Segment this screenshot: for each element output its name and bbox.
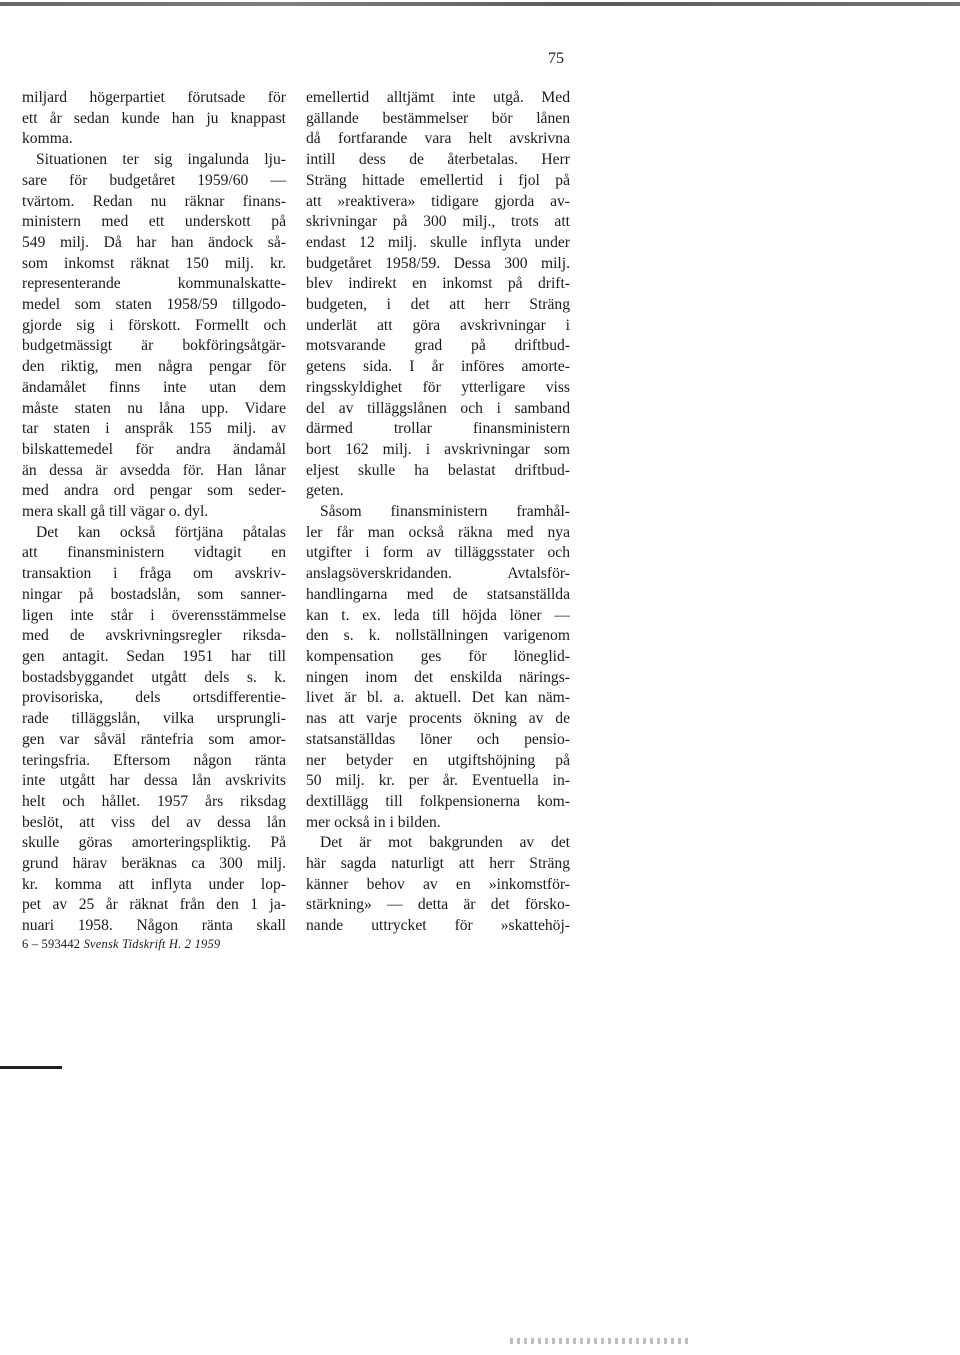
text-line: gen var såväl räntefria som amor- <box>22 730 286 748</box>
text-line: Sträng hittade emellertid i fjol på <box>306 171 570 189</box>
text-line: beslöt, att viss del av dessa lån <box>22 813 286 831</box>
text-line: gen antagit. Sedan 1951 har till <box>22 647 286 665</box>
text-line: ningar på bostadslån, som sanner- <box>22 585 286 603</box>
text-line: mera skall gå till vägar o. dyl. <box>22 503 209 521</box>
text-line: ner betyder en utgiftshöjning på <box>306 751 570 769</box>
text-line: ministern med ett underskott på <box>22 213 286 231</box>
text-line: att finansministern vidtagit en <box>22 544 286 562</box>
page-footer <box>22 937 220 952</box>
right-column <box>306 88 570 937</box>
text-line: teringsfria. Eftersom någon ränta <box>22 751 286 769</box>
text-line: del av tilläggslånen och i samband <box>306 399 570 417</box>
top-scan-rule <box>0 2 960 6</box>
text-line: intill dess de återbetalas. Herr <box>306 151 570 169</box>
text-line: anslagsöverskridanden. Avtalsför- <box>306 565 570 583</box>
text-line: ringsskyldighet för ytterligare viss <box>306 378 570 396</box>
text-line: medel som staten 1958/59 tillgodo- <box>22 296 286 314</box>
text-line: Såsom finansministern framhål- <box>320 503 570 521</box>
text-line: skrivningar på 300 milj., trots att <box>306 213 570 231</box>
text-line: nande uttrycket för »skattehöj- <box>306 917 570 935</box>
scan-artifact-line <box>0 1066 62 1069</box>
left-column <box>22 88 286 937</box>
text-line: komma. <box>22 130 73 148</box>
text-line: med andra ord pengar som seder- <box>22 482 286 500</box>
text-line: den riktig, men några pengar för <box>22 358 286 376</box>
text-line: grund härav beräknas ca 300 milj. <box>22 855 286 873</box>
text-line: stärkning» — detta är det försko- <box>306 896 570 914</box>
text-line: statsanställdas löner och pensio- <box>306 730 570 748</box>
text-line: den s. k. nollställningen varigenom <box>306 627 570 645</box>
text-line: representerande kommunalskatte- <box>22 275 286 293</box>
text-line: livet är bl. a. aktuell. Det kan näm- <box>306 689 570 707</box>
text-line: tvärtom. Redan nu räknar finans- <box>22 192 286 210</box>
text-line: utgifter i form av tilläggsstater och <box>306 544 570 562</box>
text-line: miljard högerpartiet förutsade för <box>22 89 286 106</box>
text-line: budgeten, i det att herr Sträng <box>306 296 570 314</box>
text-line: transaktion i fråga om avskriv- <box>22 565 286 583</box>
text-line: geten. <box>306 482 344 500</box>
text-line: tar staten i anspråk 155 milj. av <box>22 420 286 438</box>
text-line: känner behov av en »inkomstför- <box>306 875 570 893</box>
text-line: Situationen ter sig ingalunda lju- <box>36 151 286 169</box>
text-line: då fortfarande vara helt avskrivna <box>306 130 570 148</box>
text-line: kompensation ges för löneglid- <box>306 647 570 665</box>
text-line: än dessa är avsedda för. Han lånar <box>22 461 286 479</box>
text-line: dextillägg till folkpensionerna kom- <box>306 792 570 810</box>
text-line: rade tilläggslån, vilka ursprungli- <box>22 710 286 728</box>
text-line: helt och hållet. 1957 års riksdag <box>22 792 286 810</box>
text-line: getens sida. I år införes amorte- <box>306 358 570 376</box>
text-line: ningen inom det enskilda närings- <box>306 668 570 686</box>
text-line: måste staten nu låna upp. Vidare <box>22 399 286 417</box>
text-line: endast 12 milj. skulle inflyta under <box>306 233 570 251</box>
text-line: med de avskrivningsregler riksda- <box>22 627 286 645</box>
text-line: inte utgått har dessa lån avskrivits <box>22 772 286 790</box>
text-line: ett år sedan kunde han ju knappast <box>22 109 286 127</box>
text-line: emellertid alltjämt inte utgå. Med <box>306 89 570 106</box>
text-line: provisoriska, dels ortsdifferentie- <box>22 689 286 707</box>
scan-artifact-noise <box>510 1338 690 1344</box>
text-line: bilskattemedel för andra ändamål <box>22 440 286 458</box>
text-line: skulle göras amorteringspliktig. På <box>22 834 286 852</box>
journal-citation: Svensk Tidskrift H. 2 1959 <box>83 937 221 951</box>
text-line: kr. komma att inflyta under lop- <box>22 875 286 893</box>
text-line: ler får man också räkna med nya <box>306 523 570 541</box>
text-line: kan t. ex. leda till höjda löner — <box>306 606 570 624</box>
text-line: budgetåret 1958/59. Dessa 300 milj. <box>306 254 570 272</box>
text-line: pet av 25 år räknat från den 1 ja- <box>22 896 286 914</box>
text-line: ändamålet finns inte utan dem <box>22 378 286 396</box>
text-line: underlät att göra avskrivningar i <box>306 316 570 334</box>
text-line: mer också in i bilden. <box>306 813 441 831</box>
print-signature: 6 – 593442 <box>22 937 81 951</box>
text-line: Det kan också förtjäna påtalas <box>36 523 286 541</box>
text-line: att »reaktivera» tidigare gjorda av- <box>306 192 570 210</box>
text-line: budgetmässigt är bokföringsåtgär- <box>22 337 286 355</box>
text-line: därmed trollar finansministern <box>306 420 570 438</box>
text-line: 50 milj. kr. per år. Eventuella in- <box>306 772 570 790</box>
text-line: ligen inte står i överensstämmelse <box>22 606 286 624</box>
text-line: som inkomst räknat 150 milj. kr. <box>22 254 286 272</box>
text-line: sare för budgetåret 1959/60 — <box>22 171 286 189</box>
text-line: gällande bestämmelser bör lånen <box>306 109 570 127</box>
text-line: Det är mot bakgrunden av det <box>320 834 570 852</box>
text-line: eljest skulle ha belastat driftbud- <box>306 461 570 479</box>
text-line: nuari 1958. Någon ränta skall <box>22 917 286 935</box>
page-number: 75 <box>548 50 564 67</box>
text-line: motsvarande grad på driftbud- <box>306 337 570 355</box>
text-line: här sagda naturligt att herr Sträng <box>306 855 570 873</box>
text-line: handlingarna med de statsanställda <box>306 585 570 603</box>
text-line: nas att varje procents ökning av de <box>306 710 570 728</box>
text-line: 549 milj. Då har han ändock så- <box>22 233 286 251</box>
text-line: gjorde sig i förskott. Formellt och <box>22 316 286 334</box>
text-line: bort 162 milj. i avskrivningar som <box>306 440 570 458</box>
text-line: blev indirekt en inkomst på drift- <box>306 275 570 293</box>
text-line: bostadsbyggandet utgått dels s. k. <box>22 668 286 686</box>
